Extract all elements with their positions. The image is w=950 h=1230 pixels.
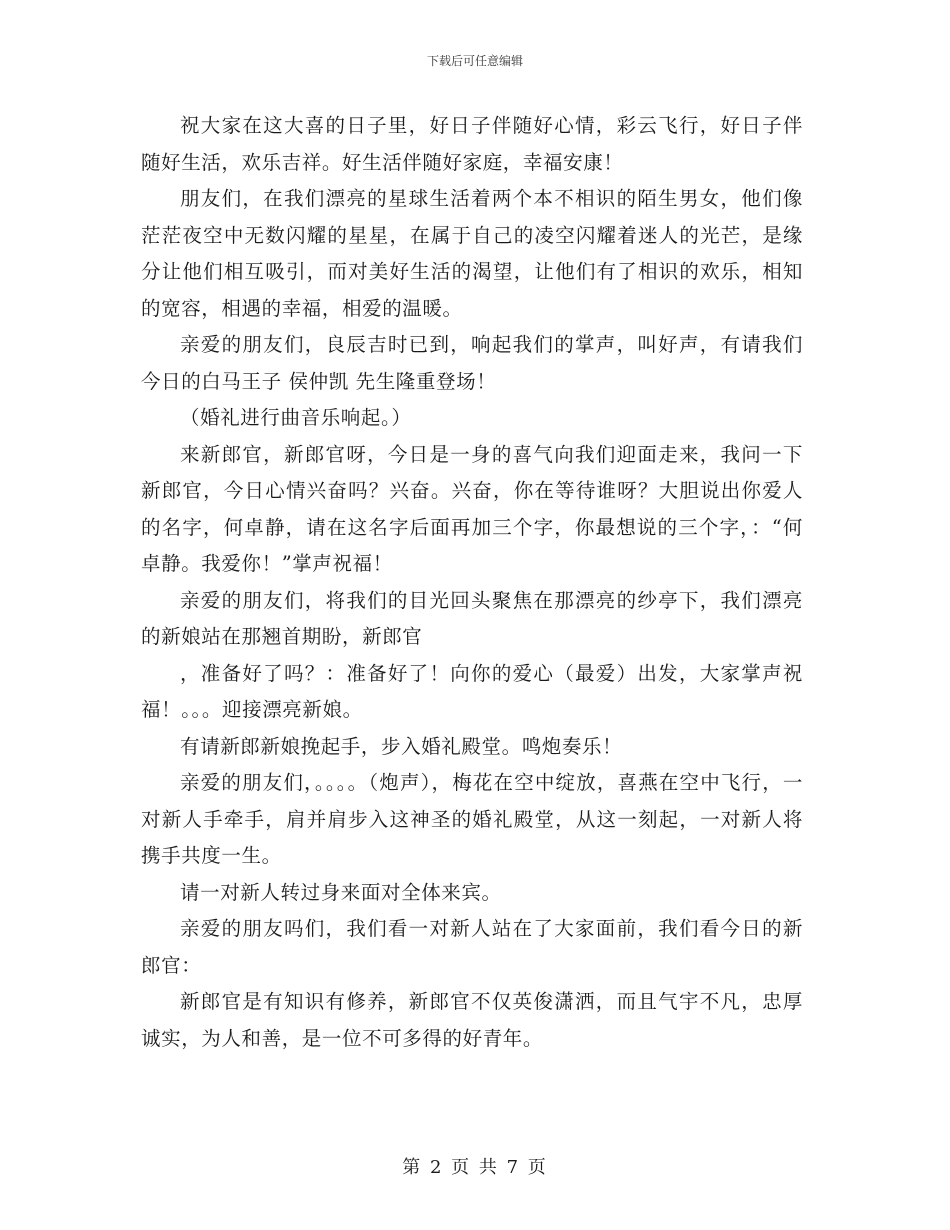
page-header: 下载后可任意编辑: [426, 54, 523, 68]
document-body: [141, 108, 803, 1057]
paragraph: 新郎官是有知识有修养，新郎官不仅英俊潇洒，而且气宇不凡，忠厚诚实，为人和善，是一位不可多得的好青年。: [141, 990, 803, 1050]
paragraph: 亲爱的朋友们，。。。。（炮声），梅花在空中绽放，喜燕在空中飞行，一对新人手牵手，肩并肩步入这神圣的婚礼殿堂，从这一刻起，一对新人将携手共度一生。: [141, 771, 803, 867]
paragraph: ，准备好了吗？：准备好了！向你的爱心（最爱）出发，大家掌声祝福！。。。迎接漂亮新娘。: [141, 661, 803, 721]
paragraph: 请一对新人转过身来面对全体来宾。: [180, 880, 502, 904]
page-number-footer: 第 2 页 共 7 页: [402, 1157, 548, 1178]
paragraph: 有请新郎新娘挽起手，步入婚礼殿堂。鸣炮奏乐！: [180, 734, 623, 758]
paragraph: 祝大家在这大喜的日子里，好日子伴随好心情，彩云飞行，好日子伴随好生活，欢乐吉祥。好生活伴随好家庭，幸福安康！: [141, 114, 803, 174]
paragraph: 来新郎官，新郎官呀，今日是一身的喜气向我们迎面走来，我问一下新郎官，今日心情兴奋吗？兴奋。兴奋，你在等待谁呀？大胆说出你爱人的名字，何卓静，请在这名字后面再加三个字，你最想说的三个字，：“何卓静。我爱你！”掌声祝福！: [141, 442, 803, 575]
paragraph: （婚礼进行曲音乐响起。）: [180, 406, 412, 429]
paragraph: 朋友们，在我们漂亮的星球生活着两个本不相识的陌生男女，他们像茫茫夜空中无数闪耀的星星，在属于自己的凌空闪耀着迷人的光芒，是缘分让他们相互吸引，而对美好生活的渴望，让他们有了相识的欢乐，相知的宽容，相遇的幸福，相爱的温暖。: [141, 187, 803, 320]
paragraph: 亲爱的朋友吗们，我们看一对新人站在了大家面前，我们看今日的新郎官：: [141, 917, 803, 977]
paragraph: 亲爱的朋友们，将我们的目光回头聚焦在那漂亮的纱亭下，我们漂亮的新娘站在那翘首期盼，新郎官: [141, 588, 803, 648]
paragraph: 亲爱的朋友们，良辰吉时已到，响起我们的掌声，叫好声，有请我们今日的白马王子 侯仲凯 先生隆重登场！: [141, 333, 803, 393]
